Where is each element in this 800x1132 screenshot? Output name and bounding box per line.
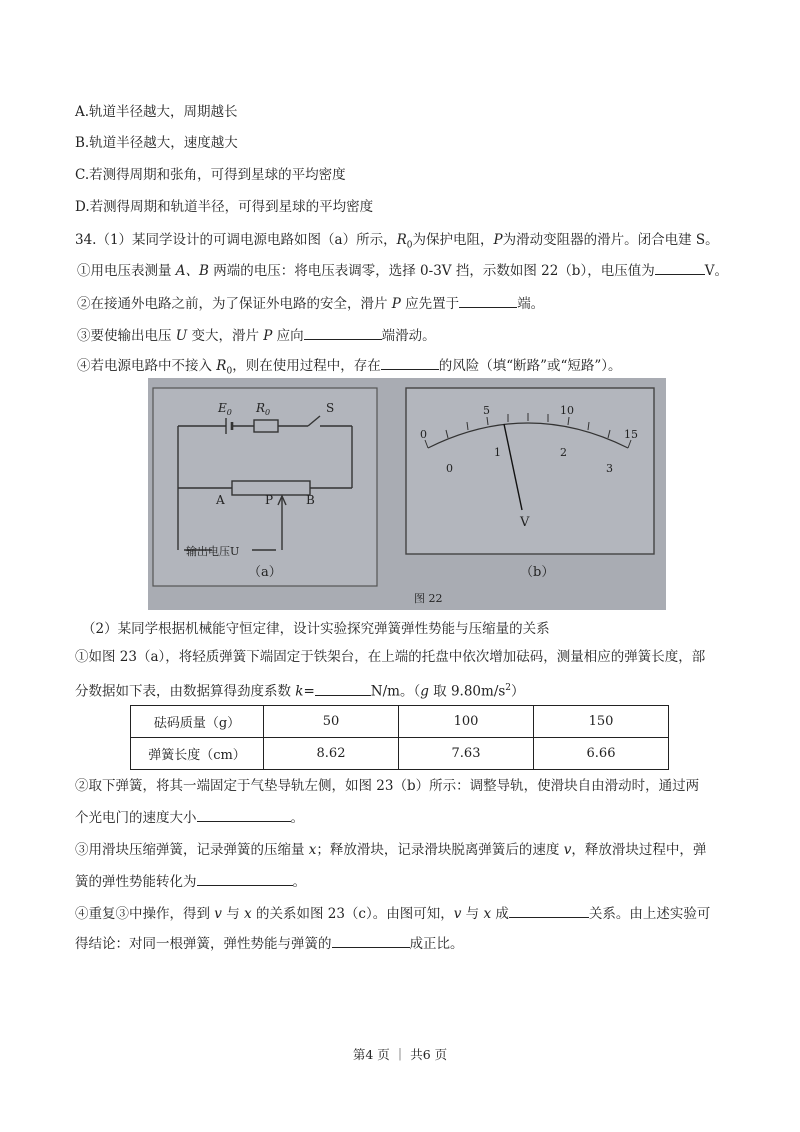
output-voltage-label: 输出电压U — [186, 545, 240, 558]
top-scale-15: 15 — [624, 428, 638, 441]
s-label: S — [326, 401, 335, 415]
table-cell: 50 — [264, 706, 399, 738]
part2-title: （2）某同学根据机械能守恒定律，设计实验探究弹簧弹性势能与压缩量的关系 — [82, 621, 550, 637]
r0-label: $R_0$ — [256, 401, 271, 417]
table-row — [131, 706, 669, 738]
part2-step1-line2: 分数据如下表，由数据算得劲度系数 k= N/m。（g 取 $9.80m/s^2$） — [75, 683, 525, 700]
a-label: A — [216, 493, 225, 507]
caption-b: （b） — [520, 565, 555, 580]
table-cell: 150 — [534, 706, 669, 738]
energy-conversion-blank[interactable] — [197, 872, 293, 886]
voltage-answer-blank[interactable] — [655, 261, 705, 275]
part2-step3-line2: 簧的弹性势能转化为 。 — [75, 874, 306, 890]
q34-step4: ④若电源电路中不接入 $R_0$，则在使用过程中，存在 的风险（填“断路”或“短路”）。 — [77, 358, 622, 377]
q34-step2: ②在接通外电路之前，为了保证外电路的安全，滑片 P 应先置于 端。 — [77, 296, 545, 312]
option-a: A.轨道半径越大，周期越长 — [75, 104, 238, 120]
voltmeter-frame — [406, 388, 654, 554]
bottom-scale-3: 3 — [606, 462, 613, 475]
q34-step3: ③要使输出电压 U 变大，滑片 P 应向 端滑动。 — [77, 328, 436, 344]
table-cell: 6.66 — [534, 738, 669, 770]
b-label: B — [306, 493, 315, 507]
part2-step1-line1: ①如图 23（a），将轻质弹簧下端固定于铁架台，在上端的托盘中依次增加砝码，测量相应的弹簧长度，部 — [75, 649, 706, 665]
option-d: D.若测得周期和轨道半径，可得到星球的平均密度 — [75, 199, 374, 215]
slide-direction-blank[interactable] — [304, 326, 382, 340]
part2-step3-line1: ③用滑块压缩弹簧，记录弹簧的压缩量 x；释放滑块，记录滑块脱离弹簧后的速度 v，释放滑块过程中，弹 — [75, 842, 707, 858]
p-label: P — [265, 493, 274, 507]
unit-v-label: V — [520, 515, 530, 530]
speed-relation-blank[interactable] — [197, 808, 291, 822]
table-header-mass: 砝码质量（g） — [131, 706, 264, 738]
top-scale-5: 5 — [483, 404, 490, 417]
table-header-length: 弹簧长度（cm） — [131, 738, 264, 770]
table-cell: 8.62 — [264, 738, 399, 770]
table-cell: 7.63 — [399, 738, 534, 770]
figure-22-photo — [148, 378, 666, 610]
part2-step2-line1: ②取下弹簧，将其一端固定于气垫导轨左侧，如图 23（b）所示：调整导轨，使滑块自由滑动时，通过两 — [75, 778, 700, 794]
spring-data-table — [130, 705, 669, 770]
voltmeter-dial — [406, 388, 654, 554]
top-scale-10: 10 — [560, 404, 574, 417]
q34-step1: ①用电压表测量 A、B 两端的电压：将电压表调零，选择 0-3V 挡，示数如图 22（b），电压值为 V。 — [77, 263, 728, 279]
part2-step4-line2: 得结论：对同一根弹簧，弹性势能与弹簧的 成正比。 — [75, 936, 464, 952]
q34-intro: 34.（1）某同学设计的可调电源电路如图（a）所示，$R_0$为保护电阻，P为滑动变阻器的滑片。闭合电建 S。 — [75, 232, 719, 251]
slider-position-blank[interactable] — [459, 294, 517, 308]
spring-constant-blank[interactable] — [315, 682, 371, 696]
figure-22-caption: 图 22 — [414, 592, 443, 605]
bottom-scale-1: 1 — [494, 446, 501, 459]
option-c: C.若测得周期和张角，可得到星球的平均密度 — [75, 167, 346, 183]
caption-a: （a） — [248, 565, 282, 580]
bottom-scale-2: 2 — [560, 446, 567, 459]
top-scale-0: 0 — [420, 428, 427, 441]
page-footer: 第4 页 ｜ 共6 页 — [352, 1047, 448, 1062]
proportional-quantity-blank[interactable] — [332, 934, 410, 948]
e0-label: $E_0$ — [218, 401, 232, 417]
relation-type-blank[interactable] — [509, 904, 589, 918]
table-cell: 100 — [399, 706, 534, 738]
table-row — [131, 738, 669, 770]
figure-22-drawing — [148, 378, 666, 610]
part2-step2-line2: 个光电门的速度大小 。 — [75, 810, 304, 826]
part2-step4-line1: ④重复③中操作，得到 v 与 x 的关系如图 23（c）。由图可知，v 与 x 成 关系。由上述实验可 — [75, 906, 711, 922]
risk-answer-blank[interactable] — [381, 356, 439, 370]
bottom-scale-0: 0 — [446, 462, 453, 475]
option-b: B.轨道半径越大，速度越大 — [75, 135, 238, 151]
